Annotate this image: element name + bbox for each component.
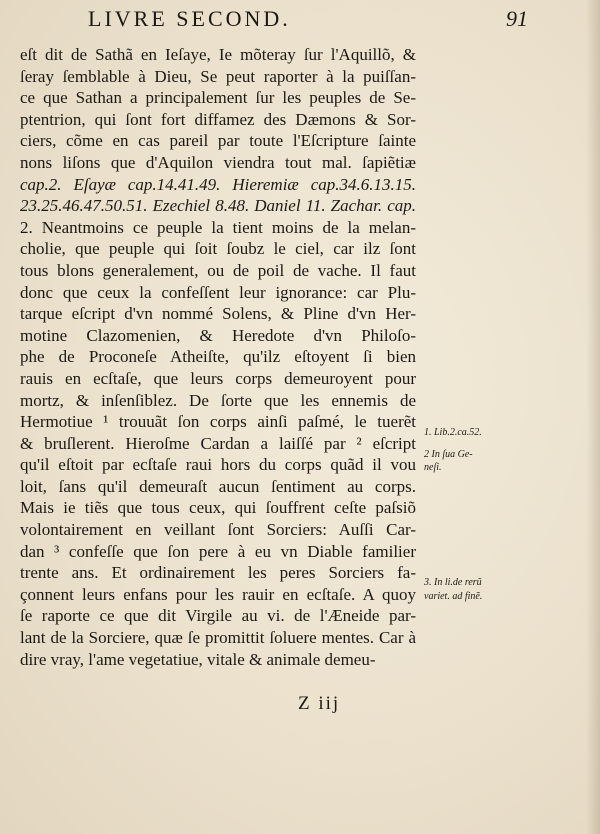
text-line: eſt dit de Sathã en Ieſaye, Ie mõteray ſur l'Aquillõ, & xyxy=(20,45,416,64)
margin-note: neſi. xyxy=(424,462,442,473)
margin-note: 1. Lib.2.ca.52. xyxy=(424,427,482,438)
text-line: qu'il eſtoit par ecſtaſe raui hors du corps quãd il vou xyxy=(20,455,416,475)
text-line: motine Clazomenien, & Heredote d'vn Philoſo- xyxy=(20,325,416,345)
margin-note: 3. In li.de rerũ xyxy=(424,577,482,588)
text-line: volontairement en veillant ſont Sorciers: Auſſi Car- xyxy=(20,520,416,540)
text-line: phe de Proconeſe Atheiſte, qu'ilz eſtoyent ſi bien xyxy=(20,347,416,367)
text-line: donc que ceux la confeſſent leur ignorance: car Plu- xyxy=(20,282,416,302)
page-header xyxy=(0,0,600,40)
text-line: ciers, cõme en cas pareil par toute l'Eſcripture ſainte xyxy=(20,131,416,151)
text-line: Mais ie tiẽs que tous ceux, qui ſouffrent ceſte paſsiõ xyxy=(20,498,416,518)
text-line: loit, ſans qu'il demeuraſt aucun ſentiment au corps. xyxy=(20,476,416,496)
text-line: ptentrion, qui ſont fort diffamez des Dæmons & Sor- xyxy=(20,109,416,129)
text-line: tous blons generalement, ou de poil de vache. Il faut xyxy=(20,260,416,280)
text-line: Hermotiue ¹ trouuãt ſon corps ainſi paſmé, le tuerẽt xyxy=(20,412,416,432)
page-number: 91 xyxy=(506,6,528,31)
text-line: ſeray ſemblable à Dieu, Se peut raporter à la puiſſan- xyxy=(20,66,416,86)
margin-note: 2 In ſua Ge- xyxy=(424,449,473,460)
text-line: dan ³ confeſſe que ſon pere à eu vn Diable familier xyxy=(20,541,416,561)
text-line: & bruſlerent. Hieroſme Cardan a laiſſé par ² eſcript xyxy=(20,433,416,453)
running-head: LIVRE SECOND. xyxy=(88,6,291,31)
main-text-block xyxy=(20,44,416,670)
citation-line: cap.2. Eſayæ cap.14.41.49. Hieremiæ cap.34.6.13.15. xyxy=(20,174,416,194)
signature-mark: Z iij xyxy=(298,693,341,714)
margin-note: variet. ad finẽ. xyxy=(424,591,483,602)
text-line: ſe raporte ce que dit Virgile au vi. de l'Æneide par- xyxy=(20,606,416,626)
text-line: cholie, que peuple qui ſoit ſoubz le ciel, car ilz ſont xyxy=(20,239,416,259)
text-line: dire vray, l'ame vegetatiue, vitale & animale demeu- xyxy=(20,649,376,669)
text-line: ce que Sathan a principalement ſur les peuples de Se- xyxy=(20,88,416,108)
text-line: mortz, & inſenſiblez. De ſorte que les ennemis de xyxy=(20,390,416,410)
text-line: nons liſons que d'Aquilon viendra tout mal. ſapiẽtiæ xyxy=(20,152,416,172)
text-line: 2. Neantmoins ce peuple la tient moins de la melan- xyxy=(20,217,416,237)
text-line: rauis en ecſtaſe, que leurs corps demeuroyent pour xyxy=(20,368,416,388)
text-line: çonnent leurs enfans pour les rauir en ecſtaſe. A quoy xyxy=(20,584,416,604)
citation-line: 23.25.46.47.50.51. Ezechiel 8.48. Daniel 11. Zachar. cap. xyxy=(20,196,416,216)
text-line: tarque eſcript d'vn nommé Solens, & Pline d'vn Her- xyxy=(20,304,416,324)
text-line: lant de la Sorciere, quæ ſe promittit ſoluere mentes. Car à xyxy=(20,628,416,648)
text-line: trente ans. Et ordinairement les peres Sorciers fa- xyxy=(20,563,416,583)
